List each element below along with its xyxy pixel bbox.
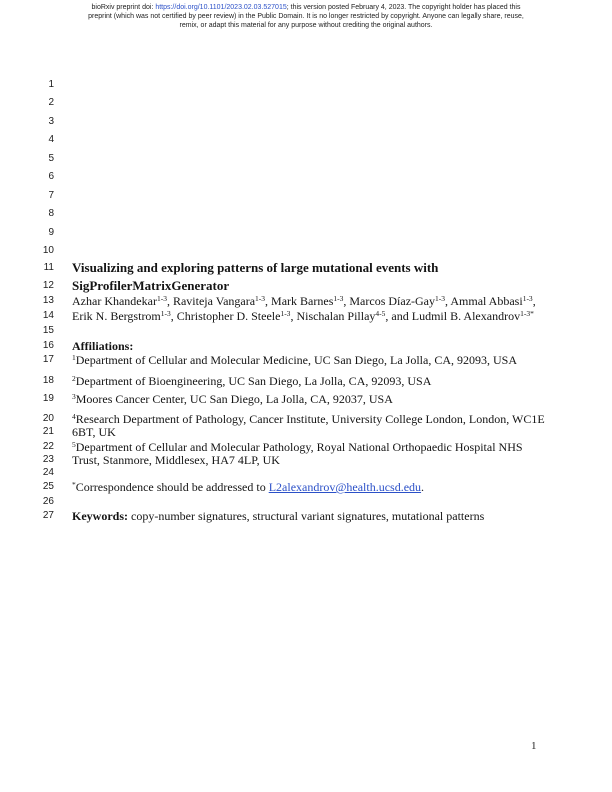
affiliation-4: $^4$Research Department of Pathology, Cancer Institute, University College London, London, WC1E [72, 412, 545, 426]
line-number: 3 [48, 116, 54, 127]
line-number: 8 [48, 208, 54, 219]
header-notice [26, 3, 586, 30]
affiliation-5: $^5$Department of Cellular and Molecular Pathology, Royal National Orthopaedic Hospital NHS [72, 440, 523, 454]
affiliation-superscript: 1-3 [435, 294, 446, 303]
line-number: 23 [42, 454, 54, 465]
line-row [0, 392, 612, 407]
line-number: 14 [42, 310, 54, 321]
line-number: 16 [42, 340, 54, 351]
keywords-line [72, 509, 544, 523]
line-number: 1 [48, 79, 54, 90]
affiliation-number: 4 [72, 412, 76, 421]
line-row [0, 96, 612, 111]
authors-line-2: Erik N. Bergstrom$^{1-3}$, Christopher D. Steele$^{1-3}$, Nischalan Pillay$^{4-5}$, and Ludmil B. Alexandrov$^{1-3*}$ [72, 309, 534, 323]
line-row [0, 244, 612, 259]
affiliation-number: 5 [72, 440, 76, 449]
paper-title-line-2: SigProfilerMatrixGenerator [72, 278, 230, 293]
affiliations-heading: Affiliations: [72, 339, 134, 353]
header-notice-line-3: remix, or adapt this material for any purpose without crediting the original authors. [179, 22, 433, 29]
affiliation-superscript: 1-3 [156, 294, 167, 303]
line-number: 5 [48, 153, 54, 164]
affiliation-4-continued: 6BT, UK [72, 425, 116, 439]
affiliation-number: 2 [72, 374, 76, 383]
line-number: 26 [42, 496, 54, 507]
line-row [0, 152, 612, 167]
page-number: 1 [531, 740, 537, 752]
line-number: 21 [42, 426, 54, 437]
affiliation-3: $^3$Moores Cancer Center, UC San Diego, La Jolla, CA, 92037, USA [72, 392, 393, 406]
affiliation-superscript: 1-3 [255, 294, 266, 303]
affiliation-2: $^2$Department of Bioengineering, UC San Diego, La Jolla, CA, 92093, USA [72, 374, 432, 388]
header-post-text: ; this version posted February 4, 2023. The copyright holder has placed this [286, 4, 521, 11]
line-number: 20 [42, 413, 54, 424]
line-number: 15 [42, 325, 54, 336]
affiliation-number: 3 [72, 392, 76, 401]
affiliation-superscript: 1-3 [160, 309, 171, 318]
affiliation-1: $^1$Department of Cellular and Molecular Medicine, UC San Diego, La Jolla, CA, 92093, USA [72, 353, 517, 367]
line-row [0, 466, 612, 481]
line-row [0, 207, 612, 222]
email-link[interactable]: L2alexandrov@health.ucsd.edu [268, 480, 422, 494]
authors-line-1: Azhar Khandekar$^{1-3}$, Raviteja Vangara$^{1-3}$, Mark Barnes$^{1-3}$, Marcos Díaz-Gay$^{1-3}$, Ammal Abbasi$^{1-3}$, [72, 294, 536, 308]
affiliation-superscript: 1-3* [520, 309, 534, 318]
line-row [0, 170, 612, 185]
line-number: 7 [48, 190, 54, 201]
line-number: 9 [48, 227, 54, 238]
line-row [0, 324, 612, 339]
line-number: 27 [42, 510, 54, 521]
line-number: 2 [48, 97, 54, 108]
paper-title-line-1: Visualizing and exploring patterns of large mutational events with [72, 260, 439, 275]
line-row [0, 353, 612, 368]
line-row [0, 309, 612, 324]
line-row [0, 294, 612, 309]
line-number: 12 [42, 280, 54, 291]
affiliation-superscript: 1-3 [522, 294, 533, 303]
header-pre-text: bioRxiv preprint doi: [91, 4, 156, 11]
header-notice-line-1 [26, 3, 586, 12]
line-number: 10 [42, 245, 54, 256]
line-row [0, 509, 612, 524]
doi-link[interactable]: https://doi.org/10.1101/2023.02.03.527015 [155, 4, 287, 11]
line-row [0, 495, 612, 510]
line-row [0, 115, 612, 130]
line-number: 18 [42, 375, 54, 386]
header-notice-line-2: preprint (which was not certified by peer review) in the Public Domain. It is no longer restricted by copyright. Anyone can legally share, reuse, [88, 13, 524, 20]
affiliation-number: 1 [72, 353, 76, 362]
affiliation-5-continued: Trust, Stanmore, Middlesex, HA7 4LP, UK [72, 453, 280, 467]
line-row [0, 374, 612, 389]
line-row [0, 480, 612, 495]
line-row [0, 189, 612, 204]
line-number: 22 [42, 441, 54, 452]
affiliation-superscript: 4-5 [375, 309, 386, 318]
line-row [0, 425, 612, 440]
line-row [0, 133, 612, 148]
line-number: 19 [42, 393, 54, 404]
line-number: 4 [48, 134, 54, 145]
line-number: 13 [42, 295, 54, 306]
line-row [0, 226, 612, 241]
correspondence-asterisk: * [72, 480, 76, 489]
line-number: 6 [48, 171, 54, 182]
line-row [0, 339, 612, 354]
line-row [0, 78, 612, 93]
line-number: 24 [42, 467, 54, 478]
line-number: 25 [42, 481, 54, 492]
line-row [0, 279, 612, 294]
line-number: 17 [42, 354, 54, 365]
line-row [0, 261, 612, 276]
affiliation-superscript: 1-3 [280, 309, 291, 318]
keywords-label: Keywords: [72, 509, 128, 523]
affiliation-superscript: 1-3 [333, 294, 344, 303]
keywords-text: copy-number signatures, structural variant signatures, mutational patterns [128, 509, 485, 523]
line-number: 11 [43, 262, 54, 273]
correspondence-line: *Correspondence should be addressed to L2alexandrov@health.ucsd.edu. [72, 480, 425, 494]
